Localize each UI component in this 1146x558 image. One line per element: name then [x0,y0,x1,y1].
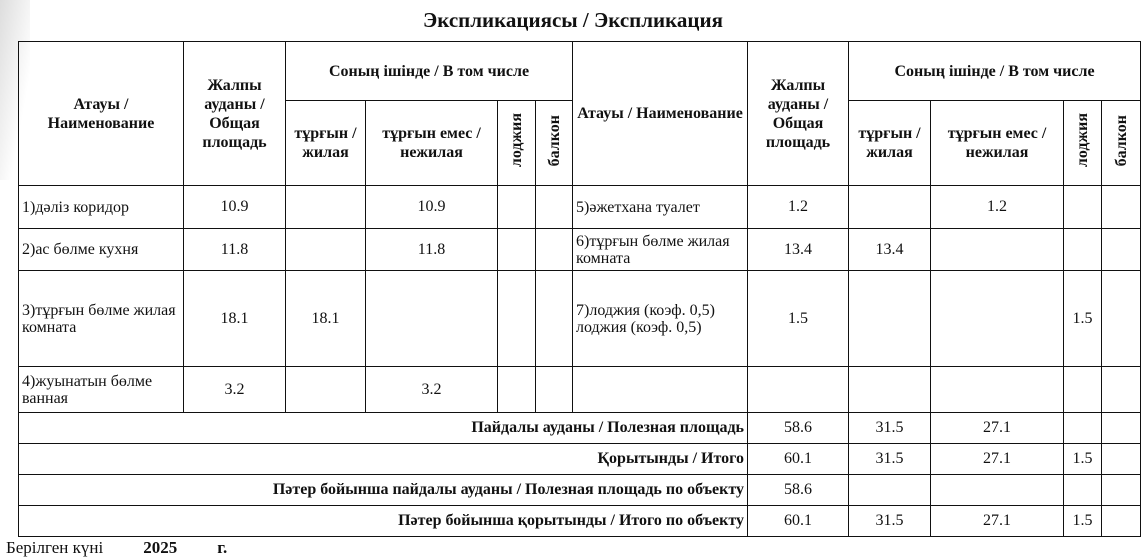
summary-row [19,444,1141,475]
cell-total: 18.1 [184,271,286,367]
summary-row [19,413,1141,444]
cell-loggia [498,271,536,367]
cell-total: 13.4 [748,229,849,271]
cell-living: 13.4 [849,229,931,271]
summary-label: Пәтер бойынша қорытынды / Итого по объекту [19,506,748,537]
cell-living [286,186,366,229]
cell-balcony [1102,186,1141,229]
summary-row [19,475,1141,506]
issue-date-label: Берілген күні [6,538,104,557]
cell-living: 18.1 [286,271,366,367]
header-cell: балкон [1102,101,1141,186]
summary-total: 60.1 [748,444,849,475]
table-row [19,229,1141,271]
summary-balcony [1102,506,1141,537]
cell-loggia: 1.5 [1064,271,1102,367]
header-cell: тұрғын / жилая [849,101,931,186]
summary-loggia: 1.5 [1064,444,1102,475]
room-name: 1)дәліз коридор [19,186,184,229]
header-cell: Жалпы ауданы / Общая площадь [184,42,286,186]
summary-total: 58.6 [748,475,849,506]
room-name: 6)тұрғын бөлме жилая комната [573,229,748,271]
header-cell: лоджия [1064,101,1102,186]
room-name [573,367,748,413]
cell-balcony [1102,367,1141,413]
cell-loggia [1064,367,1102,413]
cell-living [849,186,931,229]
summary-total: 60.1 [748,506,849,537]
cell-total: 1.5 [748,271,849,367]
issue-date [6,538,227,558]
summary-label: Қорытынды / Итого [19,444,748,475]
cell-nonliving [931,367,1064,413]
header-cell: лоджия [498,101,536,186]
summary-nonliving: 27.1 [931,413,1064,444]
cell-loggia [498,229,536,271]
cell-balcony [1102,271,1141,367]
summary-living: 31.5 [849,506,931,537]
cell-total: 1.2 [748,186,849,229]
cell-balcony [1102,229,1141,271]
cell-nonliving: 10.9 [366,186,498,229]
room-name: 5)әжетхана туалет [573,186,748,229]
summary-balcony [1102,413,1141,444]
cell-living [849,367,931,413]
cell-balcony [536,271,573,367]
summary-row [19,506,1141,537]
header-cell: Атауы / Наименование [573,42,748,186]
room-name: 7)лоджия (коэф. 0,5) лоджия (коэф. 0,5) [573,271,748,367]
cell-loggia [498,367,536,413]
issue-suffix: г. [217,538,228,557]
table-row [19,367,1141,413]
header-cell: Соның ішінде / В том числе [286,42,573,101]
cell-nonliving [366,271,498,367]
summary-nonliving: 27.1 [931,444,1064,475]
cell-nonliving: 3.2 [366,367,498,413]
summary-living: 31.5 [849,413,931,444]
header-cell: тұрғын емес / нежилая [931,101,1064,186]
header-cell: Соның ішінде / В том числе [849,42,1141,101]
summary-nonliving [931,475,1064,506]
cell-nonliving: 11.8 [366,229,498,271]
room-name: 3)тұрғын бөлме жилая комната [19,271,184,367]
cell-total [748,367,849,413]
cell-balcony [536,229,573,271]
table-row [19,271,1141,367]
room-name: 2)ас бөлме кухня [19,229,184,271]
explication-table [18,41,1141,537]
summary-loggia: 1.5 [1064,506,1102,537]
summary-balcony [1102,475,1141,506]
header-cell: тұрғын / жилая [286,101,366,186]
summary-label: Пәтер бойынша пайдалы ауданы / Полезная площадь по объекту [19,475,748,506]
cell-balcony [536,367,573,413]
header-cell: балкон [536,101,573,186]
cell-living [849,271,931,367]
header-cell: тұрғын емес / нежилая [366,101,498,186]
summary-label: Пайдалы ауданы / Полезная площадь [19,413,748,444]
summary-loggia [1064,475,1102,506]
summary-living [849,475,931,506]
cell-total: 11.8 [184,229,286,271]
cell-nonliving [931,271,1064,367]
summary-balcony [1102,444,1141,475]
summary-nonliving: 27.1 [931,506,1064,537]
cell-loggia [1064,186,1102,229]
cell-loggia [1064,229,1102,271]
summary-living: 31.5 [849,444,931,475]
cell-nonliving [931,229,1064,271]
summary-loggia [1064,413,1102,444]
header-cell: Атауы / Наименование [19,42,184,186]
table-row [19,186,1141,229]
cell-living [286,229,366,271]
cell-nonliving: 1.2 [931,186,1064,229]
summary-total: 58.6 [748,413,849,444]
page-title: Экспликациясы / Экспликация [423,8,723,32]
cell-balcony [536,186,573,229]
cell-total: 10.9 [184,186,286,229]
cell-loggia [498,186,536,229]
header-cell: Жалпы ауданы / Общая площадь [748,42,849,186]
room-name: 4)жуынатын бөлме ванная [19,367,184,413]
issue-year: 2025 [143,538,178,557]
cell-living [286,367,366,413]
cell-total: 3.2 [184,367,286,413]
